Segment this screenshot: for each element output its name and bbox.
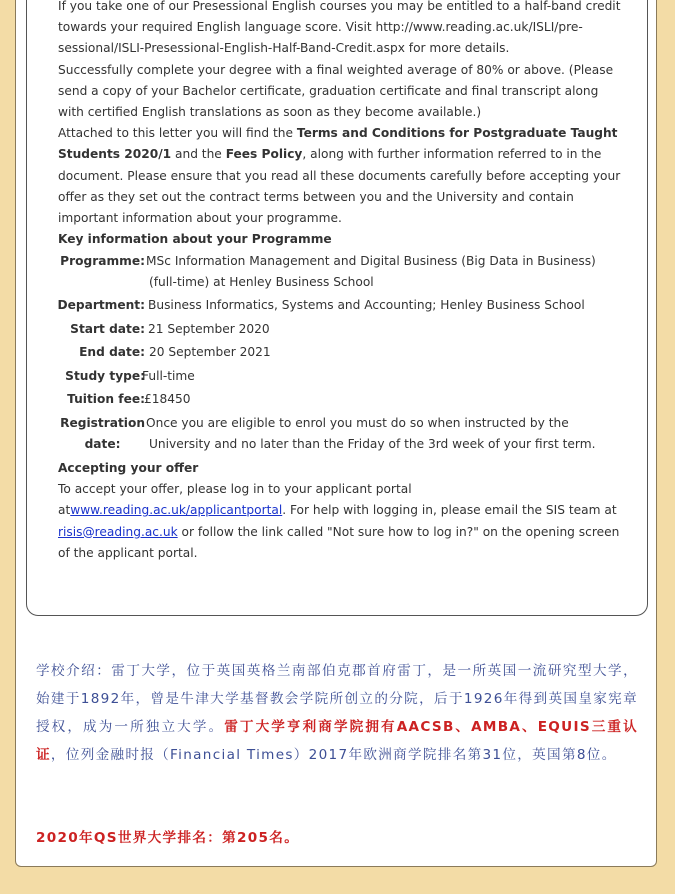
degree-paragraph: Successfully complete your degree with a final weighted average of 80% or above. (Please send a copy of your Bachelor certificate, graduation certificate and final transcript along with certified English translations as soon as they become available.) xyxy=(58,62,614,120)
end-date-row: End date: 20 September 2021 xyxy=(58,342,623,366)
tuition-fee-row: Tuition fee: £18450 xyxy=(58,389,623,413)
study-type-row: Study type: Full-time xyxy=(58,366,623,390)
accept-offer-heading: Accepting your offer xyxy=(58,460,199,475)
department-value: Business Informatics, Systems and Accounting; Henley Business School xyxy=(148,298,585,313)
programme-info xyxy=(58,251,623,457)
halfband-paragraph: If you take one of our Presessional English courses you may be entitled to a half-band credit towards your required English language score. Visit http://www.reading.ac.uk/ISLI/pre-sessional/ISLI-Presessional-English-Half-Band-Credit.aspx for more details. xyxy=(58,0,621,56)
end-date-value: 20 September 2021 xyxy=(149,345,271,360)
tuition-fee-value: £18450 xyxy=(144,392,191,407)
programme-value: MSc Information Management and Digital Business (Big Data in Business) xyxy=(146,254,596,269)
fees-policy-name: Fees Policy xyxy=(225,147,303,162)
study-type-value: Full-time xyxy=(142,368,195,383)
school-introduction: 学校介绍：雷丁大学，位于英国英格兰南部伯克郡首府雷丁，是一所英国一流研究型大学，始建于1892年，曾是牛津大学基督教会学院所创立的分院，后于1926年得到英国皇家宪章授权，成为一所独立大学。雷丁大学亨利商学院拥有AACSB、AMBA、EQUIS三重认证，位列金融时报（Financial Times）2017年欧洲商学院排名第31位，英国第8位。 xyxy=(36,663,638,763)
registration-row: Registration date: Once you are eligible to enrol you must do so when instructed by the University and no later than the Friday of the 3rd week of your first term. xyxy=(60,415,596,451)
department-row: Department: Business Informatics, Systems and Accounting; Henley Business School xyxy=(58,295,623,319)
start-date-value: 21 September 2020 xyxy=(148,321,270,336)
start-date-row: Start date: 21 September 2020 xyxy=(58,319,623,343)
terms-document-name: Terms and Conditions for Postgraduate Taught Students 2020/1 xyxy=(58,126,618,162)
key-info-heading: Key information about your Programme xyxy=(58,232,332,247)
accreditation-highlight: 雷丁大学亨利商学院拥有AACSB、AMBA、EQUIS三重认证 xyxy=(36,719,638,763)
sis-email-link[interactable]: risis@reading.ac.uk xyxy=(58,524,178,539)
programme-row: Programme: MSc Information Management and Digital Business (Big Data in Business) (full-time) at Henley Business School xyxy=(60,254,596,290)
attached-paragraph: Attached to this letter you will find the Terms and Conditions for Postgraduate Taught Students 2020/1 and the Fees Policy, along with further information referred to in the document. Please ensure that you read all these documents carefully before accepting your offer as they set out the contract terms between you and the University and contain important information about your programme. xyxy=(58,126,621,226)
qs-ranking: 2020年QS世界大学排名：第205名。 xyxy=(36,830,300,846)
offer-letter xyxy=(58,0,623,564)
applicant-portal-link[interactable]: www.reading.ac.uk/applicantportal xyxy=(70,503,283,518)
accept-offer-paragraph: To accept your offer, please log in to your applicant portal atwww.reading.ac.uk/applicantportal. For help with logging in, please email the SIS team at risis@reading.ac.uk or follow the link called "Not sure how to log in?" on the opening screen of the applicant portal. xyxy=(58,482,620,560)
